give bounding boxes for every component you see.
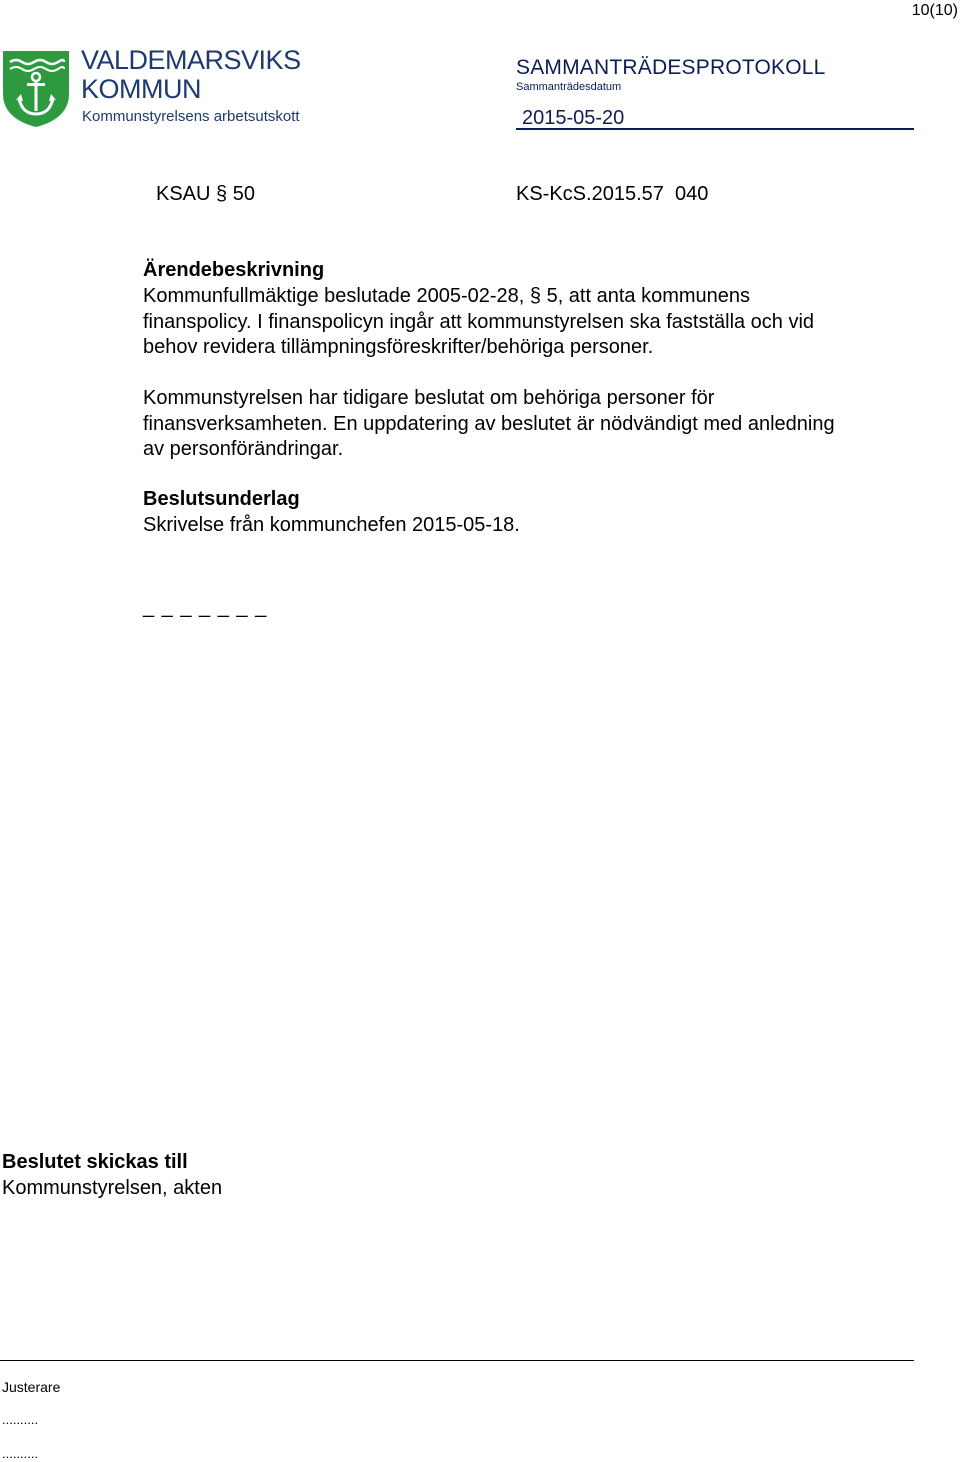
document-title: SAMMANTRÄDESPROTOKOLL: [516, 56, 826, 79]
section-heading-beslutsunderlag: Beslutsunderlag: [143, 488, 300, 510]
anchor-shield-icon: [2, 50, 70, 128]
date-label: Sammanträdesdatum: [516, 81, 622, 93]
dashed-separator: _ _ _ _ _ _ _: [143, 596, 268, 618]
paragraph-line: av personförändringar.: [143, 438, 344, 460]
skickas-recipients: Kommunstyrelsen, akten: [2, 1177, 223, 1199]
org-name: [81, 46, 301, 104]
beslutsunderlag-text: Skrivelse från kommunchefen 2015-05-18.: [143, 514, 520, 536]
footer-divider: [0, 1360, 914, 1361]
section-heading-arendebeskrivning: Ärendebeskrivning: [143, 259, 325, 281]
paragraph-line: finanspolicy. I finanspolicyn ingår att kommunstyrelsen ska fastställa och vid: [143, 310, 815, 333]
case-paragraph-number: KSAU § 50: [156, 183, 255, 205]
case-diary-number: KS-KcS.2015.57 040: [516, 183, 709, 205]
paragraph-line: Kommunfullmäktige beslutade 2005-02-28, § 5, att anta kommunens: [143, 285, 751, 307]
justerare-label: Justerare: [2, 1379, 61, 1395]
org-name-line2: KOMMUN: [81, 74, 201, 104]
section-heading-skickas: Beslutet skickas till: [2, 1151, 188, 1173]
paragraph-line: finansverksamheten. En uppdatering av beslutet är nödvändigt med anledning: [143, 412, 835, 435]
page-number: 10(10): [911, 2, 958, 19]
org-name-line1: VALDEMARSVIKS: [81, 45, 301, 75]
paragraph-line: behov revidera tillämpningsföreskrifter/behöriga personer.: [143, 336, 654, 358]
signature-dots: ..........: [2, 1412, 39, 1427]
meeting-date: 2015-05-20: [522, 107, 625, 129]
paragraph-line: Kommunstyrelsen har tidigare beslutat om behöriga personer för: [143, 387, 715, 409]
signature-dots: ..........: [2, 1446, 39, 1461]
header-divider: [516, 128, 914, 130]
org-subtitle: Kommunstyrelsens arbetsutskott: [82, 108, 300, 125]
